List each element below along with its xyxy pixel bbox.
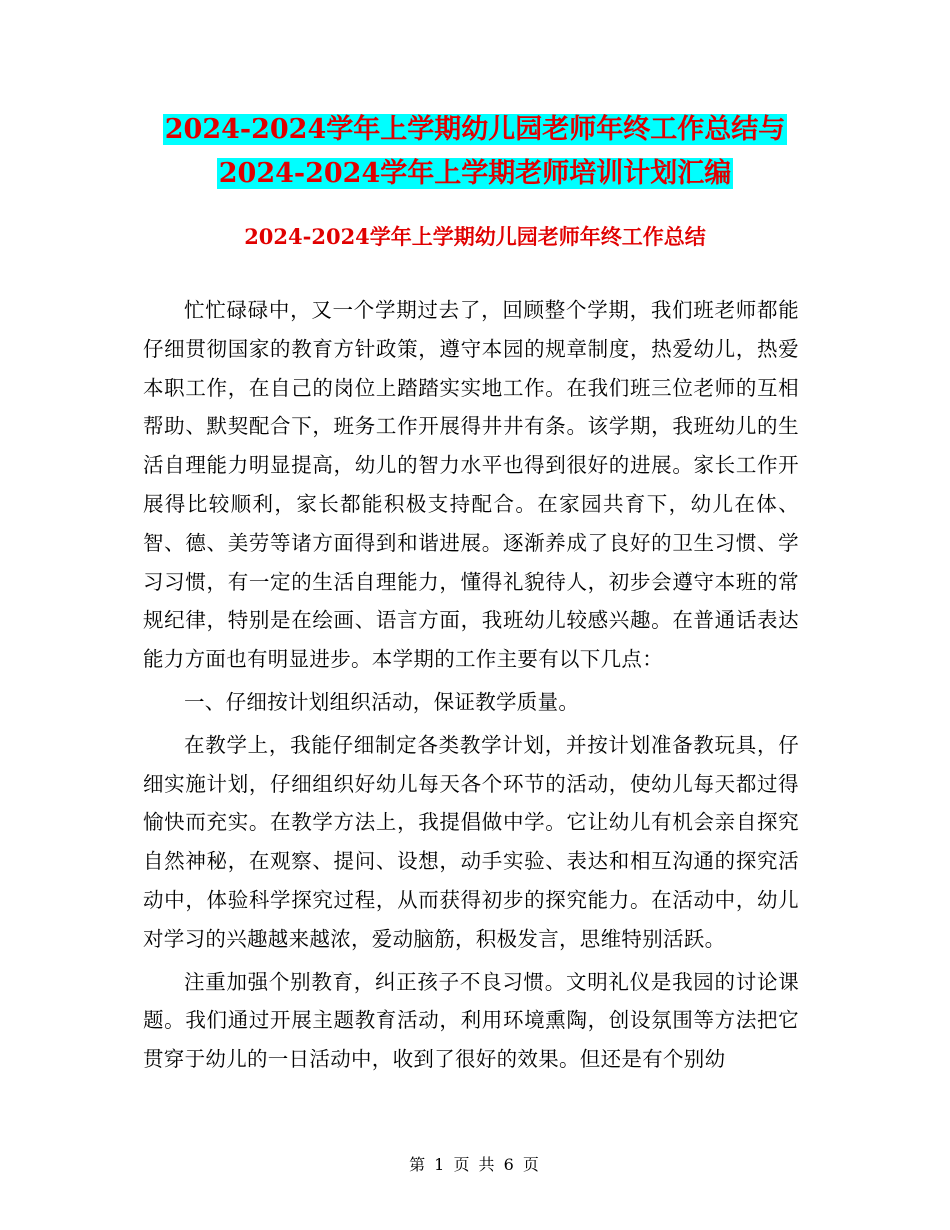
section-title: 2024-2024学年上学期幼儿园老师年终工作总结 [244,224,706,249]
main-title-line-1 [0,112,950,148]
paragraph: 在教学上，我能仔细制定各类教学计划，并按计划准备教玩具，仔细实施计划，仔细组织好幼儿每天各个环节的活动，使幼儿每天都过得愉快而充实。在教学方法上，我提倡做中学。它让幼儿有机会亲自探究自然神秘，在观察、提问、设想，动手实验、表达和相互沟通的探究活动中，体验科学探究过程，从而获得初步的探究能力。在活动中，幼儿对学习的兴趣越来越浓，爱动脑筋，积极发言，思维特别活跃。 [143,732,799,951]
paragraph: 一、仔细按计划组织活动，保证教学质量。 [184,689,580,714]
main-title-line-2-text: 2024-2024学年上学期老师培训计划汇编 [218,158,732,189]
paragraph: 忙忙碌碌中，又一个学期过去了，回顾整个学期，我们班老师都能仔细贯彻国家的教育方针政策，遵守本园的规章制度，热爱幼儿，热爱本职工作，在自己的岗位上踏踏实实地工作。在我们班三位老师的互相帮助、默契配合下，班务工作开展得井井有条。该学期，我班幼儿的生活自理能力明显提高，幼儿的智力水平也得到很好的进展。家长工作开展得比较顺利，家长都能积极支持配合。在家园共育下，幼儿在体、智、德、美劳等诸方面得到和谐进展。逐渐养成了良好的卫生习惯、学习习惯，有一定的生活自理能力，懂得礼貌待人，初步会遵守本班的常规纪律，特别是在绘画、语言方面，我班幼儿较感兴趣。在普通话表达能力方面也有明显进步。本学期的工作主要有以下几点： [143,298,799,672]
document-body [143,291,799,1079]
main-title-line-1-text: 2024-2024学年上学期幼儿园老师年终工作总结与 [164,114,786,145]
paragraph: 注重加强个别教育，纠正孩子不良习惯。文明礼仪是我园的讨论课题。我们通过开展主题教育活动，利用环境熏陶，创设氛围等方法把它贯穿于幼儿的一日活动中，收到了很好的效果。但还是有个别幼 [143,969,799,1072]
main-title-line-2 [0,156,950,192]
page-footer: 第 1 页 共 6 页 [409,1155,541,1174]
